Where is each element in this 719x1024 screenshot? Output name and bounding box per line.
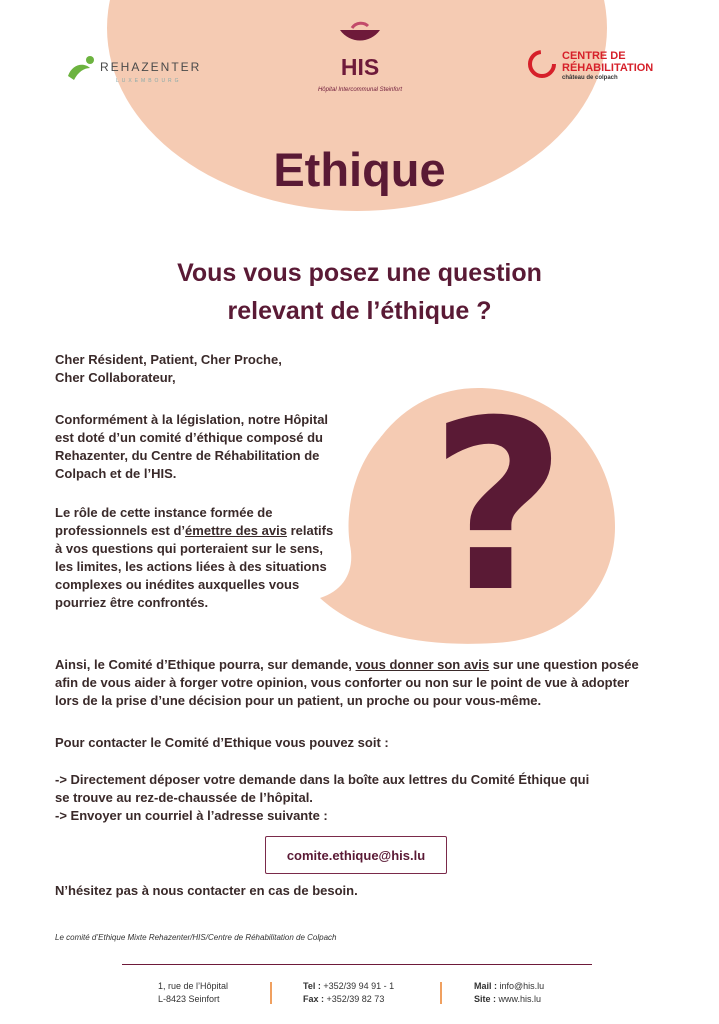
para2-line3: à vos questions qui porteraient sur le sens,: [55, 541, 324, 556]
crc-ring-icon: [526, 48, 558, 80]
site-label: Site :: [474, 994, 497, 1004]
page-title: Ethique: [273, 143, 446, 196]
para1-line: Conformément à la législation, notre Hôpital: [55, 412, 329, 427]
rehazenter-leaf-icon: [66, 54, 96, 84]
para2-underlined: émettre des avis: [185, 523, 287, 538]
para3-line3: lors de la prise d’une décision pour un patient, un proche ou pour vous-même.: [55, 693, 542, 708]
tel-value: +352/39 94 91 - 1: [320, 981, 395, 991]
para1-line: est doté d’un comité d’éthique composé du: [55, 430, 323, 445]
his-logo: [290, 20, 430, 93]
signature: Le comité d’Ethique Mixte Rehazenter/HIS/Centre de Réhabilitation de Colpach: [55, 933, 337, 942]
page-subtitle: [0, 254, 719, 330]
greeting: [55, 351, 282, 387]
footer-separator: [270, 982, 272, 1004]
para2-line4: les limites, les actions liées à des situations: [55, 559, 327, 574]
crc-line2: RÉHABILITATION: [562, 62, 654, 74]
subtitle-line2: relevant de l’éthique ?: [227, 297, 492, 325]
address-line2: L-8423 Seinfort: [158, 994, 220, 1004]
his-subtitle: Hôpital Intercommunal Steinfort: [317, 87, 403, 93]
para3-line1: [55, 656, 639, 674]
para2-line6: pourriez être confrontés.: [55, 595, 209, 610]
footer-separator: [440, 982, 442, 1004]
para2-line1: Le rôle de cette instance formée de: [55, 505, 273, 520]
para1-line: Colpach et de l’HIS.: [55, 466, 177, 481]
option-2: -> Envoyer un courriel à l’adresse suivante :: [55, 808, 328, 823]
site-value[interactable]: www.his.lu: [496, 994, 542, 1004]
footer-contact: [474, 980, 544, 1006]
fax-value: +352/39 82 73: [324, 994, 385, 1004]
option-1-line1: -> Directement déposer votre demande dans la boîte aux lettres du Comité Éthique qui: [55, 772, 590, 787]
para3-text: sur une question posée: [489, 657, 639, 672]
closing-text: N’hésitez pas à nous contacter en cas de besoin.: [55, 883, 358, 898]
subtitle-line1: Vous vous posez une question: [177, 259, 542, 287]
address-line1: 1, rue de l’Hôpital: [158, 981, 229, 991]
para3-line2: afin de vous aider à forger votre opinion, vous conforter ou non sur le point de vue à adopter: [55, 675, 630, 690]
fax-label: Fax :: [303, 994, 325, 1004]
mail-value[interactable]: info@his.lu: [497, 981, 545, 991]
para2-text: professionnels est d’: [55, 523, 186, 538]
rehazenter-logo: [66, 52, 202, 88]
para3-text: Ainsi, le Comité d’Ethique pourra, sur demande,: [55, 657, 356, 672]
crc-logo: [526, 46, 676, 86]
footer-address: [158, 980, 228, 1006]
his-name: HIS: [340, 54, 380, 80]
para2-line2: [55, 522, 333, 540]
paragraph-3: [55, 656, 639, 710]
paragraph-2: [55, 504, 333, 612]
his-bowl-icon: [330, 20, 390, 50]
contact-intro: Pour contacter le Comité d’Ethique vous pouvez soit :: [55, 735, 389, 750]
paragraph-1: [55, 411, 328, 483]
footer-phone: [303, 980, 394, 1006]
email-link[interactable]: comite.ethique@his.lu: [265, 836, 447, 874]
rehazenter-name: REHAZENTER: [100, 60, 202, 74]
para1-line: Rehazenter, du Centre de Réhabilitation de: [55, 448, 320, 463]
para3-underlined: vous donner son avis: [355, 657, 490, 672]
footer-divider: [122, 964, 592, 965]
contact-options: [55, 771, 589, 825]
mail-label: Mail :: [474, 981, 498, 991]
crc-line1: CENTRE DE: [562, 50, 626, 62]
para2-line5: complexes ou inédites auxquelles vous: [55, 577, 300, 592]
option-1-line2: se trouve au rez-de-chaussée de l’hôpital.: [55, 790, 313, 805]
greeting-line2: Cher Collaborateur,: [55, 370, 176, 385]
para2-text: relatifs: [286, 523, 334, 538]
question-mark-icon: ?: [430, 371, 567, 644]
crc-line3: château de colpach: [562, 75, 618, 81]
tel-label: Tel :: [303, 981, 321, 991]
greeting-line1: Cher Résident, Patient, Cher Proche,: [55, 352, 282, 367]
rehazenter-tagline: LUXEMBOURG: [116, 78, 182, 84]
